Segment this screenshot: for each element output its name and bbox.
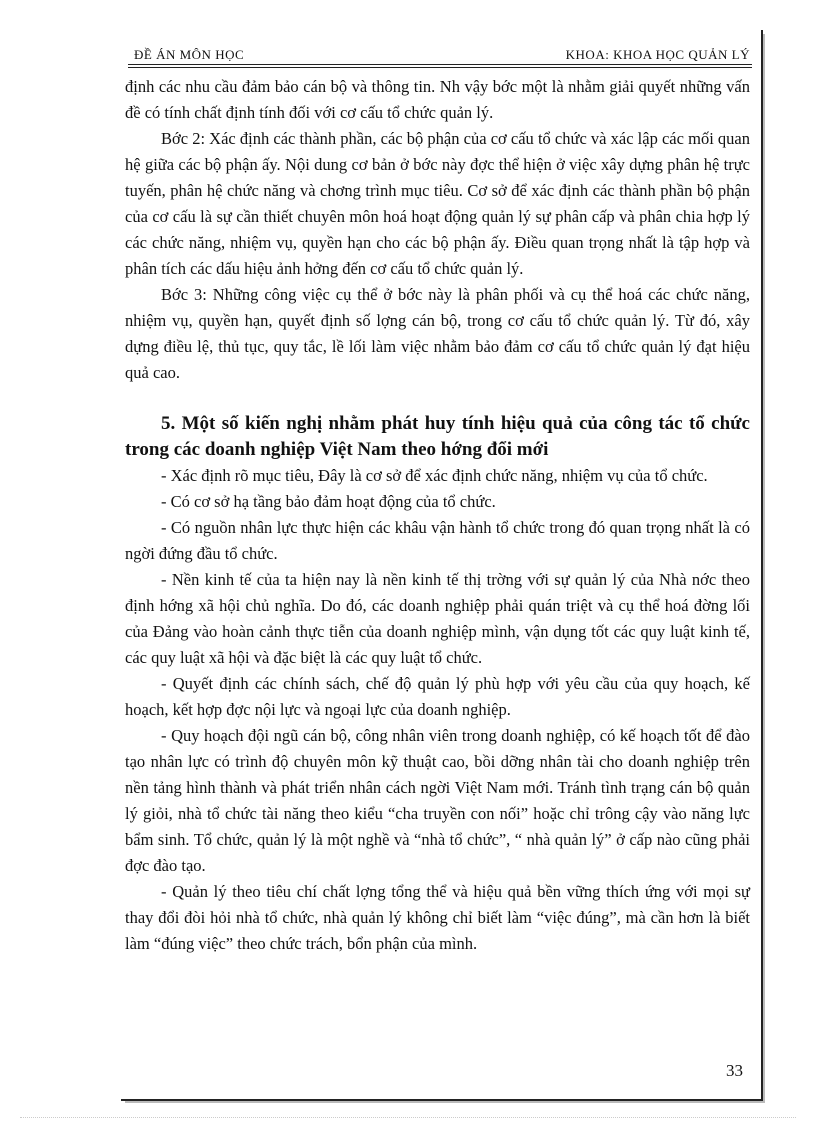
- bullet-item: - Quyết định các chính sách, chế độ quản lý phù hợp với yêu cầu của quy hoạch, kế hoạch, kết hợp đợc nội lực và ngoại lực của doanh nghiệp.: [125, 674, 750, 719]
- bullet-item: - Nền kinh tế của ta hiện nay là nền kinh tế thị trờng với sự quản lý của Nhà nớc theo định hớng xã hội chủ nghĩa. Do đó, các doanh nghiệp phải quán triệt và cụ thể hoá đờng lối của Đảng vào hoàn cảnh thực tiễn của doanh nghiệp mình, vận dụng tốt các quy luật kinh tế, các quy luật xã hội và đặc biệt là các quy luật tổ chức.: [125, 570, 750, 667]
- paragraph-step-2: Bớc 2: Xác định các thành phần, các bộ phận của cơ cấu tổ chức và xác lập các mối quan hệ giữa các bộ phận ấy. Nội dung cơ bản ở bớc này đợc thể hiện ở việc xây dựng phân hệ trực tuyến, phân hệ chức năng và chơng trình mục tiêu. Cơ sở để xác định các thành phần bộ phận của cơ cấu là sự cần thiết chuyên môn hoá hoạt động quản lý sự phân cấp và phân chia hợp lý các chức năng, nhiệm vụ, quyền hạn cho các bộ phận ấy. Điều quan trọng nhất là tập hợp và phân tích các dấu hiệu ảnh hởng đến cơ cấu tổ chức quản lý.: [125, 129, 750, 278]
- bullet-item: - Quản lý theo tiêu chí chất lợng tổng thể và hiệu quả bền vững thích ứng với mọi sự thay đổi đòi hỏi nhà tổ chức, nhà quản lý không chỉ biết làm “việc đúng”, mà cần hơn là biết làm “đúng việc” theo chức trách, bổn phận của mình.: [125, 882, 750, 953]
- paragraph-step-3: Bớc 3: Những công việc cụ thể ở bớc này là phân phối và cụ thể hoá các chức năng, nhiệm vụ, quyền hạn, quyết định số lợng cán bộ, trong cơ cấu tổ chức quản lý. Từ đó, xây dựng điều lệ, thủ tục, quy tắc, lề lối làm việc nhằm bảo đảm cơ cấu tổ chức quản lý đạt hiệu quả cao.: [125, 285, 750, 382]
- bullet-item: - Quy hoạch đội ngũ cán bộ, công nhân viên trong doanh nghiệp, có kế hoạch tốt để đào tạo nhân lực có trình độ chuyên môn kỹ thuật cao, bồi dỡng nhân tài cho doanh nghiệp trên nền tảng hình thành và phát triển nhân cách ngời Việt Nam mới. Tránh tình trạng cán bộ quản lý giỏi, nhà tổ chức tài năng theo kiểu “cha truyền con nối” hoặc chỉ trông cậy vào năng lực bẩm sinh. Tổ chức, quản lý là một nghề và “nhà tổ chức”, “ nhà quản lý” ở cấp nào cũng phải đợc đào tạo.: [125, 726, 750, 875]
- header-course-title: ĐỀ ÁN MÔN HỌC: [134, 47, 245, 62]
- page-number: 33: [726, 1061, 743, 1080]
- paragraph-continuation: định các nhu cầu đảm bảo cán bộ và thông tin. Nh vậy bớc một là nhằm giải quyết những vấn đề có tính chất định tính đối với cơ cấu tổ chức quản lý.: [125, 77, 750, 122]
- page-header: [128, 44, 752, 65]
- document-body: [125, 74, 750, 957]
- bullet-item: - Xác định rõ mục tiêu, Đây là cơ sở để xác định chức năng, nhiệm vụ của tổ chức.: [161, 466, 708, 485]
- section-spacer: [125, 386, 750, 411]
- section-heading: 5. Một số kiến nghị nhằm phát huy tính hiệu quả của công tác tổ chức trong các doanh nghiệp Việt Nam theo hớng đổi mới: [125, 413, 750, 460]
- page-shadow-bottom: [125, 1101, 765, 1103]
- header-double-rule: [128, 67, 752, 68]
- header-faculty: KHOA: KHOA HỌC QUẢN LÝ: [565, 47, 750, 62]
- page-shadow-right: [763, 34, 765, 1101]
- bullet-item: - Có nguồn nhân lực thực hiện các khâu vận hành tổ chức trong đó quan trọng nhất là có ngời đứng đầu tổ chức.: [125, 518, 750, 563]
- page-separator-dots: [20, 1117, 796, 1118]
- bullet-item: - Có cơ sở hạ tầng bảo đảm hoạt động của tổ chức.: [161, 492, 496, 511]
